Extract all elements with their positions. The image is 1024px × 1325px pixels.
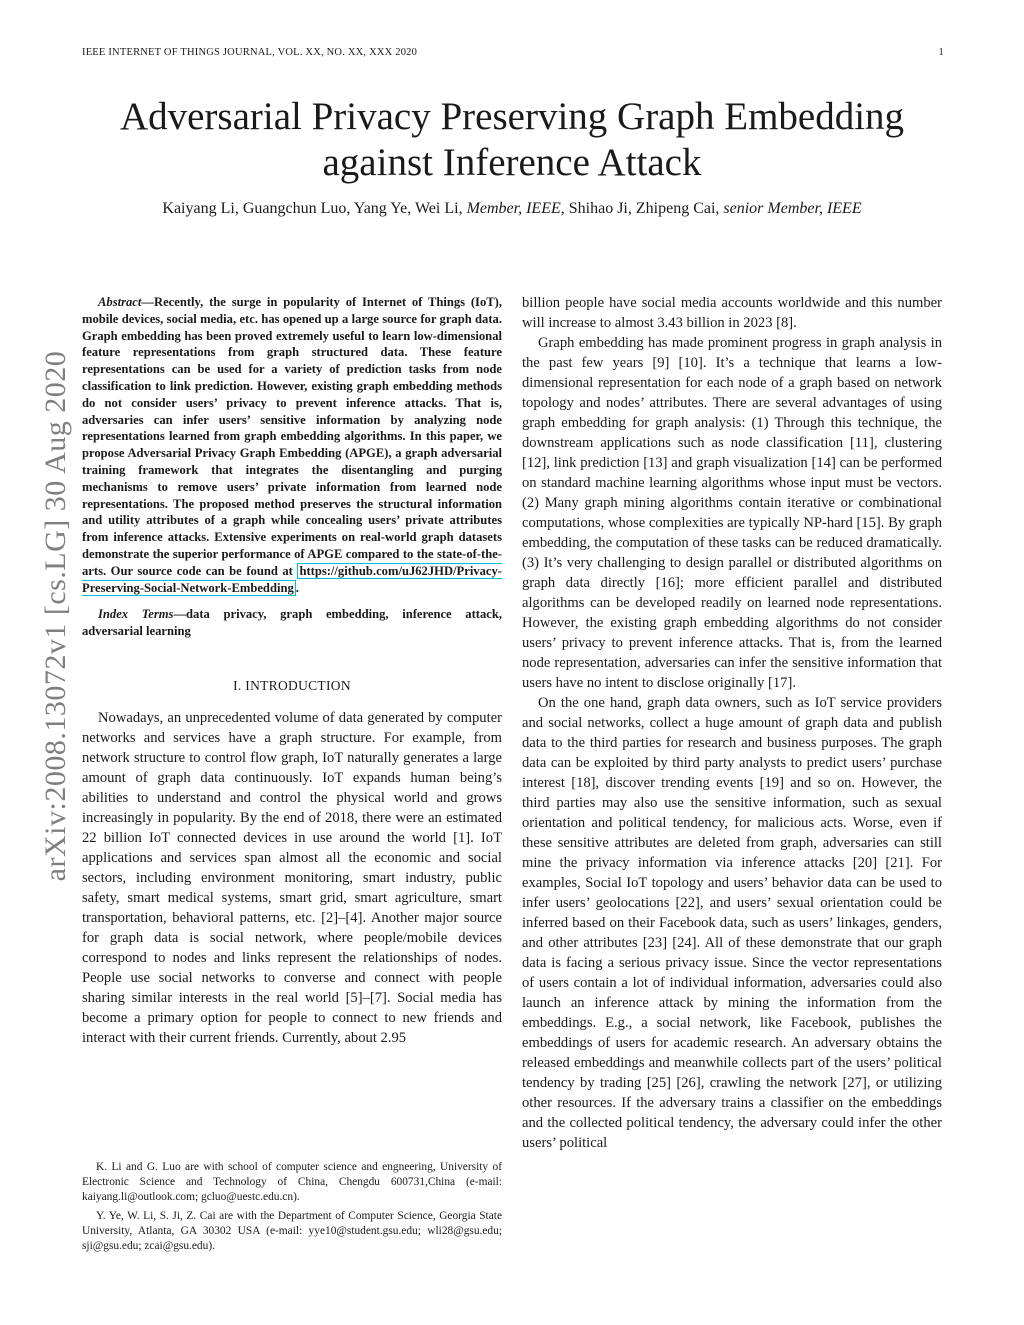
abstract — [82, 294, 502, 596]
section-initial: I — [245, 677, 251, 693]
abstract-lead: Abstract — [98, 295, 142, 309]
footnote-1: K. Li and G. Luo are with school of computer science and engneering, University of Electronic Science and Technology of China, Chengdu 600731,China (e-mail: kaiyang.li@outlook.com; gcluo@uestc.edu.cn). — [82, 1161, 502, 1203]
footnote-2: Y. Ye, W. Li, S. Ji, Z. Cai are with the Department of Computer Science, Georgia State University, Atlanta, GA 30302 USA (e-mail: yye10@student.gsu.edu; wli28@gsu.edu; sji@gsu.edu; zcai@gsu.edu). — [82, 1210, 502, 1252]
author-role-b: senior Member, IEEE — [723, 200, 862, 217]
section-heading-introduction — [82, 676, 502, 696]
abstract-end: . — [295, 580, 299, 595]
section-title-rest: NTRODUCTION — [250, 677, 351, 693]
arxiv-stamp: arXiv:2008.13072v1 [cs.LG] 30 Aug 2020 — [39, 350, 72, 882]
running-header — [82, 47, 944, 58]
index-terms-body: —data privacy, graph embedding, inference attack, adversarial learning — [82, 607, 502, 639]
journal-name: IEEE INTERNET OF THINGS JOURNAL, VOL. XX, NO. XX, XXX 2020 — [82, 47, 418, 58]
index-terms-lead: Index Terms — [98, 607, 174, 622]
title-line-1: Adversarial Privacy Preserving Graph Embedding — [119, 95, 905, 138]
author-list — [40, 200, 984, 218]
section-numeral: I. — [233, 677, 246, 693]
right-paragraph-2: Graph embedding has made prominent progress in graph analysis in the past few years [9] [10]. It’s a technique that learns a low-dimensional representation for each node of a graph based on network topology and nodes’ attributes. There are several advantages of using graph embedding for graph analysis: (1) Through this technique, the downstream applications such as node classification [11], clustering [12], link prediction [13] and graph visualization [14] can be performed on standard machine learning algorithms whose input must be vectors. (2) Many graph mining algorithms contain iterative or combinational computations, whose complexities are typically NP-hard [15]. By graph embedding, the computation of these tasks can be reduced dramatically. (3) It’s very challenging to design parallel or distributed algorithms on graph data directly [16]; more efficient parallel and distributed algorithms can be developed readily on learned node representations. However, the existing graph embedding algorithms do not consider users’ privacy to prevent inference attacks. That is, from the learned node representation, adversaries can infer the sensitive information that users have no intent to disclose originally [17]. — [522, 335, 942, 691]
authors-group-a: Kaiyang Li, Guangchun Luo, Yang Ye, Wei Li, — [162, 200, 467, 217]
author-role-a: Member, IEEE — [466, 200, 561, 217]
index-terms — [82, 606, 502, 640]
source-code-link[interactable]: https://github.com/uJ62JHD/Privacy-Preserving-Social-Network-Embedding — [82, 563, 502, 595]
paper-title — [40, 94, 984, 186]
intro-paragraph-1: Nowadays, an unprecedented volume of data generated by computer networks and services have a graph structure. For example, from network structure to control flow graph, IoT naturally generates a large amount of graph data continuously. IoT expands human being’s abilities to understand and control the physical world and grows increasingly in popularity. By the end of 2018, there were an estimated 22 billion IoT connected devices in use around the world [1]. IoT applications and services span almost all the economic and social sectors, including environment monitoring, smart industry, public safety, smart medical systems, smart grid, smart agriculture, smart transportation, behavioral patterns, etc. [2]–[4]. Another major source for graph data is social network, where people/mobile devices correspond to nodes and links represent the relationships of nodes. People use social networks to converse and connect with people sharing similar interests in the real world [5]–[7]. Social media has become a primary option for people to connect to new friends and interact with their current friends. Currently, about 2.95 — [82, 709, 502, 1046]
right-paragraph-1: billion people have social media accounts worldwide and this number will increase to almost 3.43 billion in 2023 [8]. — [522, 295, 942, 331]
page-number: 1 — [938, 47, 944, 58]
author-footnotes — [82, 1160, 502, 1258]
authors-group-b: , Shihao Ji, Zhipeng Cai, — [560, 200, 724, 217]
left-column — [82, 294, 502, 1048]
right-paragraph-3: On the one hand, graph data owners, such as IoT service providers and social networks, collect a huge amount of graph data and publish data to the third parties for research and business purposes. The graph data can be exploited by third party analysts to predict users’ purchase interest [18], discover trending events [19] and so on. However, the third parties may also use the sensitive information, such as sexual orientation and political tendency, for malicious acts. Worse, even if these sensitive attributes are deleted from graph, adversaries can still mine the privacy information via inference attacks [20] [21]. For examples, Social IoT topology and users’ behavior data can be used to infer users’ geolocations [22], and users’ sexual orientation could be inferred based on their Facebook data, such as users’ linkages, genders, and other attributes [23] [24]. All of these demonstrate that our graph data is facing a serious privacy issue. Since the vector representations of users contain a lot of individual information, adversaries could also launch an inference attack by mining the information from the embeddings. E.g., a social network, like Facebook, publishes the embeddings of users for academic research. An adversary obtains the released embeddings and meanwhile collects part of the users’ political tendency by trading [25] [26], crawling the network [27], or utilizing other resources. If the adversary trains a classifier on the embeddings and the collected political tendency, the adversary could infer the other users’ political — [522, 695, 942, 1151]
abstract-body: —Recently, the surge in popularity of Internet of Things (IoT), mobile devices, social media, etc. has opened up a large source for graph data. Graph embedding has been proved extremely useful to learn low-dimensional feature representations from graph structured data. These feature representations can be used for a variety of prediction tasks from node classification to link prediction. However, existing graph embedding methods do not consider users’ privacy to prevent inference attacks. That is, adversaries can infer users’ sensitive information by analyzing node representations learned from graph embedding algorithms. In this paper, we propose Adversarial Privacy Graph Embedding (APGE), a graph adversarial training framework that integrates the disentangling and purging mechanisms to remove users’ private information from learned node representations. The proposed method preserves the structural information and utility attributes of a graph while concealing users’ private attributes from inference attacks. Extensive experiments on real-world graph datasets demonstrate the superior performance of APGE compared to the state-of-the-arts. Our source code can be found at — [82, 295, 502, 578]
title-line-2: against Inference Attack — [322, 141, 702, 184]
right-column — [522, 293, 942, 1153]
